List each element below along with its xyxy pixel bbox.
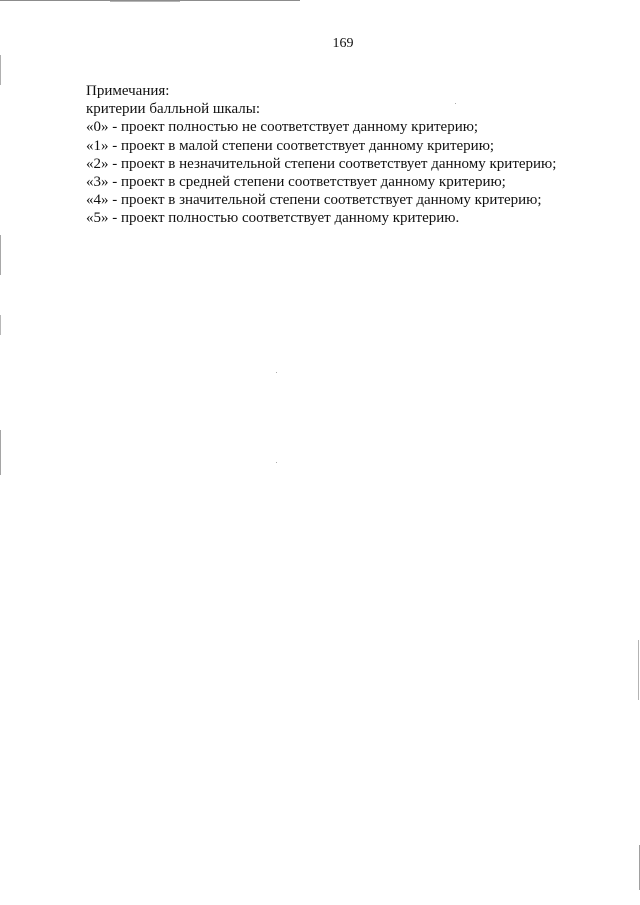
criterion-4: «4» - проект в значительной степени соответствует данному критерию;: [86, 192, 542, 209]
notes-block: [86, 82, 626, 228]
criterion-2: «2» - проект в незначительной степени соответствует данному критерию;: [86, 155, 557, 172]
scan-edge-left: [0, 235, 1, 275]
scan-edge-left: [0, 55, 1, 85]
scan-edge-left: [0, 430, 1, 475]
scan-edge-right: [638, 640, 639, 700]
scan-speck: [276, 372, 277, 373]
scan-edge-left: [0, 315, 1, 335]
notes-subheading: критерии балльной шкалы:: [86, 101, 261, 118]
criterion-0: «0» - проект полностью не соответствует данному критерию;: [86, 119, 479, 136]
criterion-3: «3» - проект в средней степени соответствует данному критерию;: [86, 174, 506, 191]
notes-heading: Примечания:: [86, 83, 170, 99]
scan-speck: [276, 462, 277, 463]
criterion-1: «1» - проект в малой степени соответствует данному критерию;: [86, 137, 495, 154]
page-number: 169: [332, 36, 354, 51]
criterion-5: «5» - проект полностью соответствует данному критерию.: [86, 210, 460, 227]
scan-edge-top-inner: [110, 1, 180, 2]
